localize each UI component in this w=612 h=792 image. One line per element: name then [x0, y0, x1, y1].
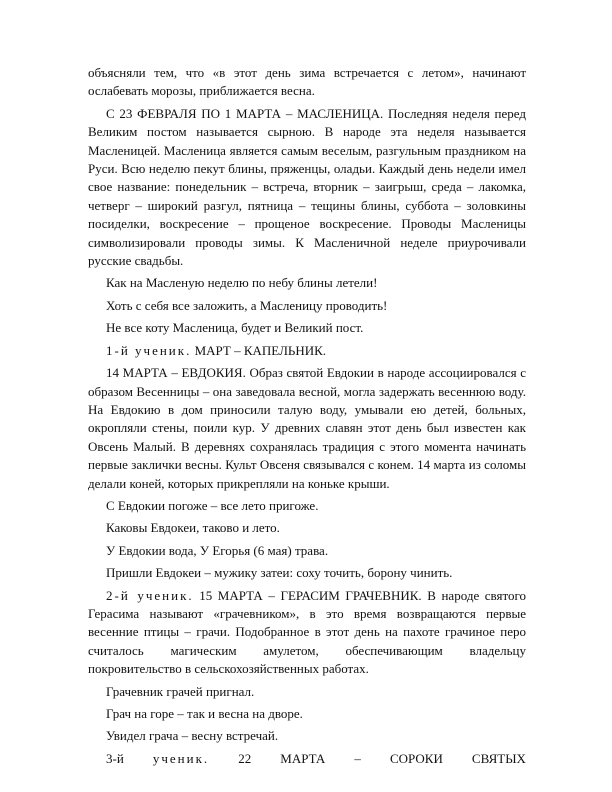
speaker-label: 1-й ученик. [106, 342, 192, 358]
saying-line: У Евдокии вода, У Егорья (6 мая) трава. [106, 542, 329, 558]
saying-line: С Евдокии погоже – все лето пригоже. [106, 497, 319, 513]
speaker-label: 2-й ученик. [106, 587, 194, 603]
word: МАРТА [280, 750, 326, 766]
saying-line: Как на Масленую неделю по небу блины летели! [106, 275, 378, 291]
word: ученик. [152, 750, 210, 766]
saying-line: Грач на горе – так и весна на дворе. [106, 706, 303, 721]
student-1-heading [88, 342, 526, 360]
saying-line: Увидел грача – весну встречай. [106, 728, 279, 744]
evdokia-paragraph: 14 МАРТА – ЕВДОКИЯ. Образ святой Евдокии в народе ассоциировался с образом Весенницы – она заведовала весной, могла задержать весеннюю воду. На Евдокию в дом приносили талую воду, умывали ею детей, больных, окропляли стены, поили кур. У древних славян этот день был известен как Овсень Малый. В деревнях сохранялась традиция с этого момента начинать первые заклички весны. Культ Овсеня связывался с конем. 14 марта из соломы делали коней, которых прикрепляли на коньке крыши. [88, 365, 526, 491]
saying-line: Пришли Евдокеи – мужику затеи: соху точить, борону чинить. [106, 565, 453, 581]
saying-line: Хоть с себя все заложить, а Масленицу проводить! [106, 297, 388, 313]
paragraph-text: 15 МАРТА – ГЕРАСИМ ГРАЧЕВНИК. В народе святого Герасима называют «грачевником», в это время возвращаются первые весенние птицы – грачи. Подобранное в этот день на пахоте грачиное перо считалось магическим амулетом, обеспечивающим владельцу покровительство в сельскохозяйственных работах. [88, 587, 527, 677]
saying-line: Грачевник грачей пригнал. [106, 683, 255, 699]
word: СОРОКИ [389, 750, 443, 766]
heading-text: МАРТ – КАПЕЛЬНИК. [194, 342, 327, 358]
maslenitsa-paragraph: С 23 ФЕВРАЛЯ ПО 1 МАРТА – МАСЛЕНИЦА. Последняя неделя перед Великим постом называется сырною. В народе эта неделя называется Масленицей. Масленица является самым веселым, разгульным праздником на Руси. Всю неделю пекут блины, пряженцы, оладьи. Каждый день недели имел свое название: понедельник – встреча, вторник – заигрыш, среда – лакомка, четверг – широкий разгул, пятница – тещины блины, суббота – золовкины посиделки, воскресение – прощеное воскресение. Проводы Масленицы символизировали проводы зимы. К Масленичной неделе приурочивали русские свадьбы. [88, 105, 526, 269]
word: 22 [238, 750, 252, 766]
saying-line: Не все коту Масленица, будет и Великий пост. [106, 320, 364, 336]
intro-paragraph: объясняли тем, что «в этот день зима встречается с летом», начинают ослабевать морозы, приближается весна. [88, 65, 526, 99]
saying-line: Каковы Евдокеи, таково и лето. [106, 520, 280, 536]
word: – [354, 750, 361, 766]
word: 3-й [106, 750, 124, 766]
word: СВЯТЫХ [471, 750, 526, 766]
document-page [88, 64, 526, 768]
gerasim-paragraph [88, 587, 526, 679]
student-3-heading [88, 750, 526, 768]
